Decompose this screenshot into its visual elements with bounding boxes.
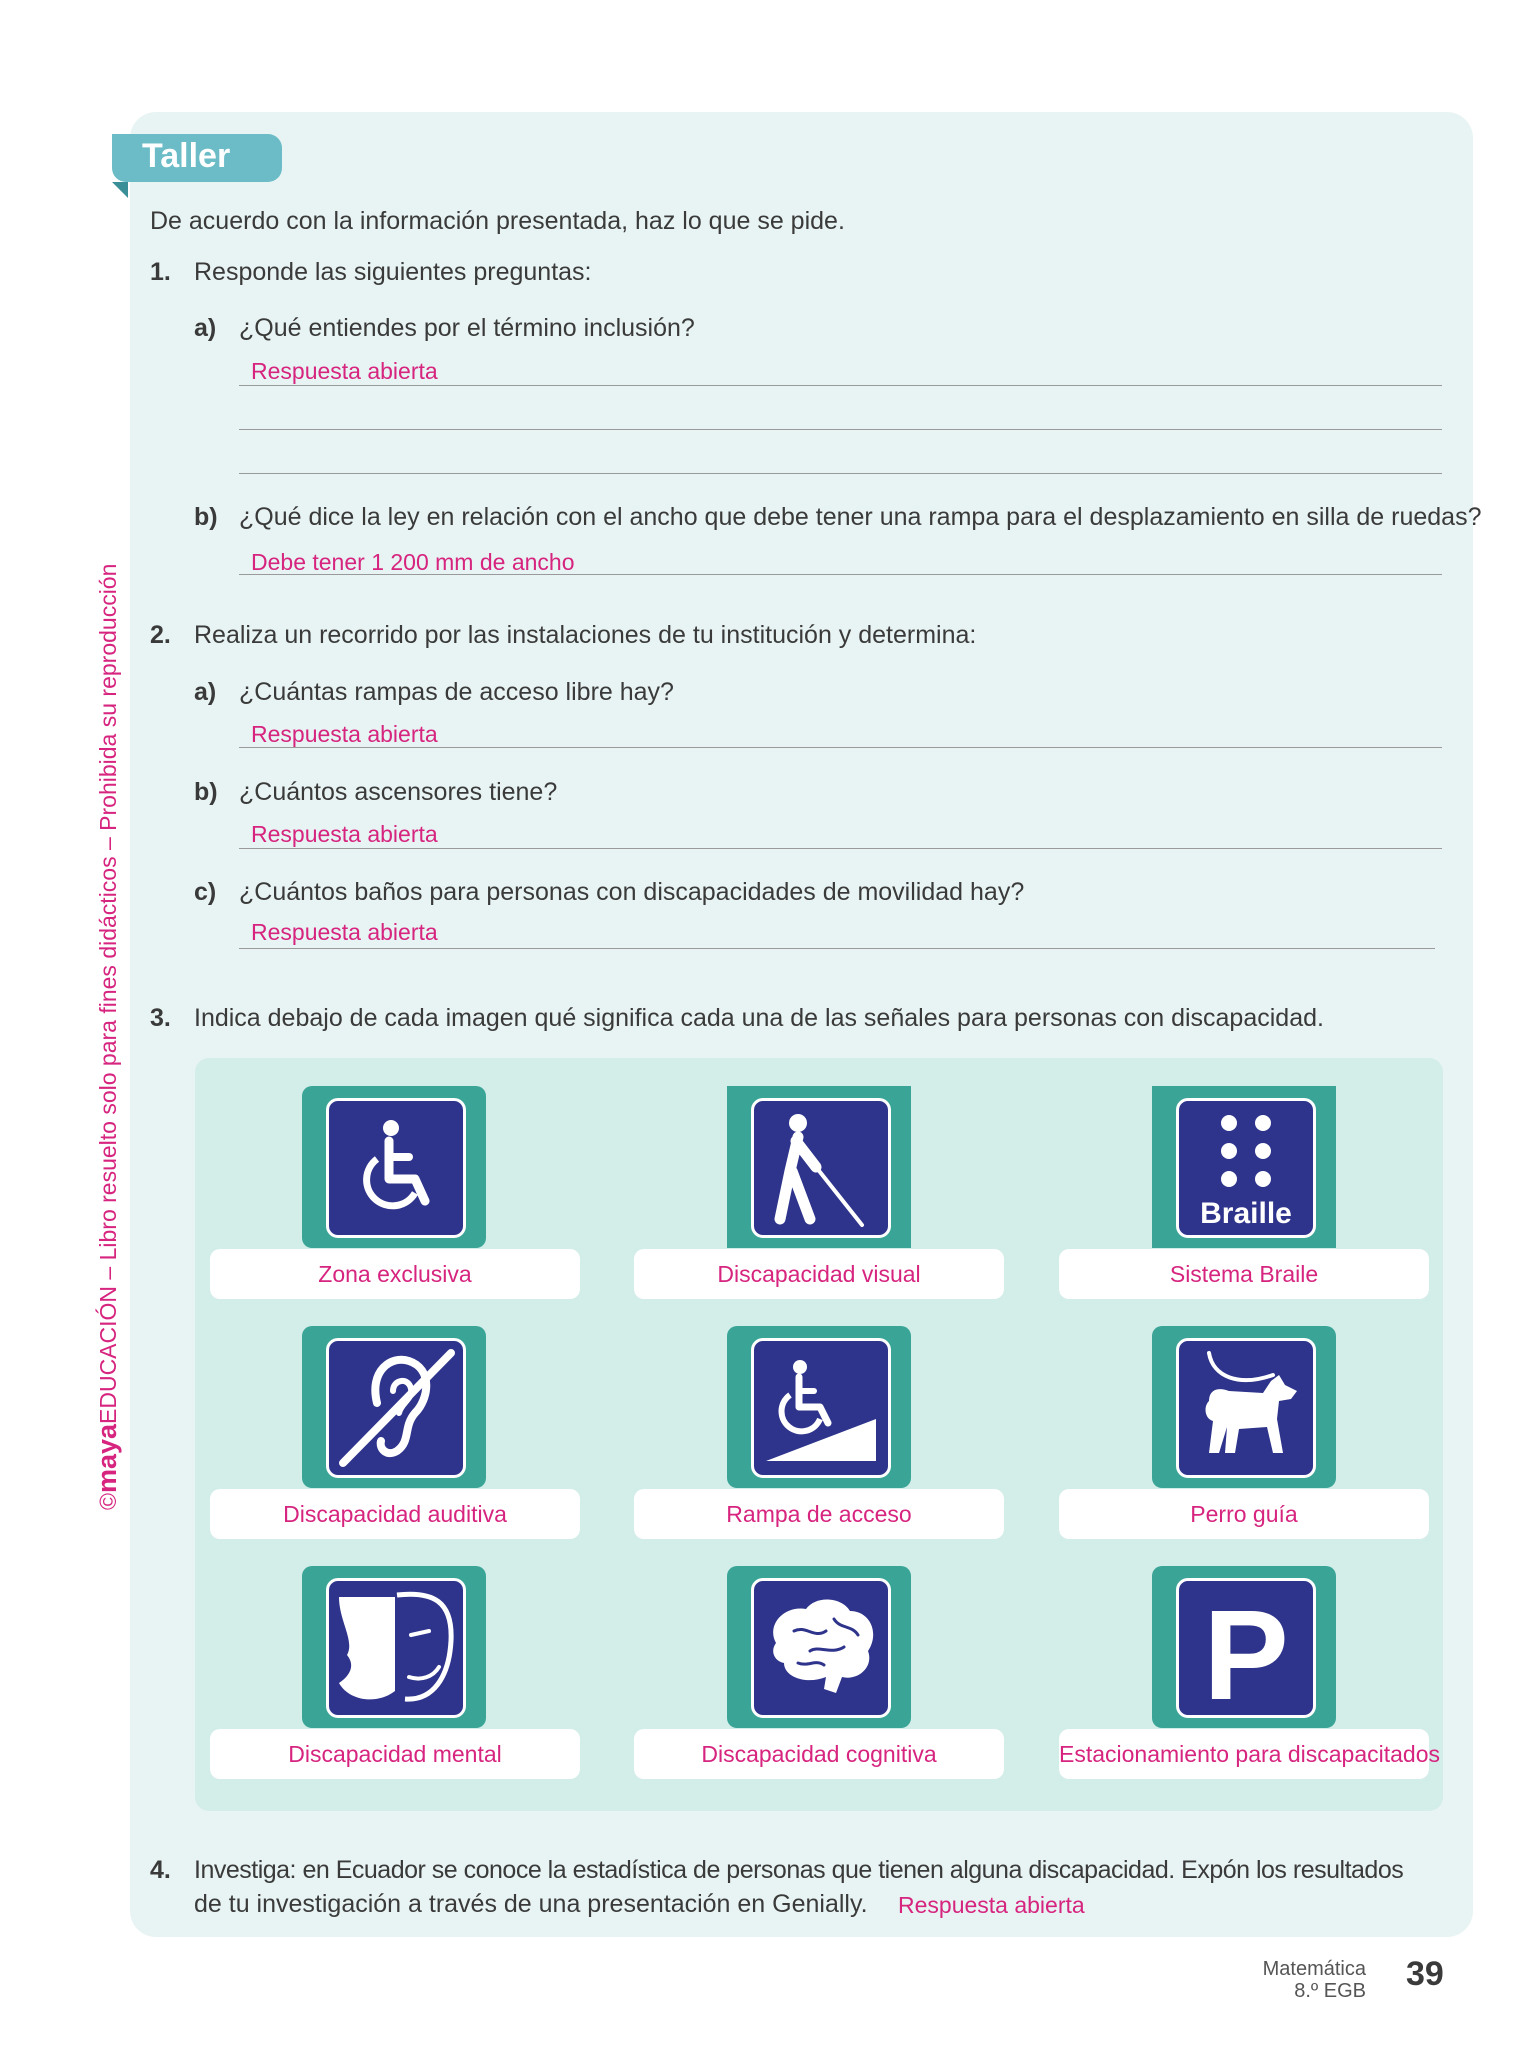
answer-line [239,948,1435,949]
footer-subject [1263,1958,1366,2002]
wheelchair-icon [326,1098,466,1238]
section-tag-label: Taller [142,137,231,175]
footer-grade: 8.º EGB [1294,1980,1366,2002]
q2a-text: ¿Cuántas rampas de acceso libre hay? [239,678,674,706]
sign-tile [302,1086,486,1248]
wheelchair-ramp-icon [751,1338,891,1478]
q1b-letter: b) [194,503,218,531]
braille-icon [1176,1098,1316,1238]
answer-line [239,747,1442,748]
q2c-answer: Respuesta abierta [251,919,438,945]
q1b-text: ¿Qué dice la ley en relación con el ancho que debe tener una rampa para el desplazamiento en silla de ruedas? [239,503,1482,531]
q2c-text: ¿Cuántos baños para personas con discapacidades de movilidad hay? [239,878,1025,906]
answer-line [239,385,1442,386]
sign-label: Estacionamiento para discapacitados [1059,1729,1429,1779]
side-copyright-notice [92,564,123,1510]
brain-icon [751,1578,891,1718]
sign-label: Sistema Braile [1059,1249,1429,1299]
sign-tile [1152,1566,1336,1728]
answer-line [239,429,1442,430]
q3-text: Indica debajo de cada imagen qué significa cada una de las señales para personas con discapacidad. [194,1004,1324,1032]
sign-label: Perro guía [1059,1489,1429,1539]
q1b-answer: Debe tener 1 200 mm de ancho [251,549,575,575]
q2b-letter: b) [194,778,218,806]
sign-tile [727,1566,911,1728]
answer-line [239,473,1442,474]
q1-text: Responde las siguientes preguntas: [194,258,592,286]
blind-person-cane-icon [751,1098,891,1238]
mental-disability-mask-icon [326,1578,466,1718]
q2-number: 2. [150,621,171,649]
answer-line [239,574,1442,575]
section-tag-fold [112,182,128,198]
sign-label: Discapacidad visual [634,1249,1004,1299]
sign-label: Discapacidad mental [210,1729,580,1779]
answer-line [239,848,1442,849]
q1a-letter: a) [194,314,217,342]
q1-number: 1. [150,258,171,286]
q2c-letter: c) [194,878,217,906]
copyright-symbol: © [95,1493,121,1510]
parking-letter: P [1203,1584,1289,1715]
q2a-answer: Respuesta abierta [251,721,438,747]
sign-label: Zona exclusiva [210,1249,580,1299]
q1a-text: ¿Qué entiendes por el término inclusión? [239,314,695,342]
sign-label: Discapacidad auditiva [210,1489,580,1539]
hearing-impaired-icon [326,1338,466,1478]
braille-icon-text: Braille [1200,1197,1292,1230]
sign-tile [302,1326,486,1488]
sign-label: Discapacidad cognitiva [634,1729,1004,1779]
q2b-answer: Respuesta abierta [251,821,438,847]
q4-text-line1: Investiga: en Ecuador se conoce la estadística de personas que tienen alguna discapacidad. Expón los resultados [194,1856,1404,1884]
guide-dog-icon [1176,1338,1316,1478]
q2-text: Realiza un recorrido por las instalaciones de tu institución y determina: [194,621,977,649]
sign-tile [727,1086,911,1248]
q3-number: 3. [150,1004,171,1032]
parking-icon [1176,1578,1316,1718]
q2b-text: ¿Cuántos ascensores tiene? [239,778,558,806]
intro-text: De acuerdo con la información presentada, haz lo que se pide. [150,207,845,235]
sign-tile [1152,1086,1336,1248]
q4-answer: Respuesta abierta [898,1892,1085,1918]
footer-subject-name: Matemática [1262,1958,1366,1980]
q4-text-line2: de tu investigación a través de una presentación en Genially. [194,1890,868,1918]
sign-tile [727,1326,911,1488]
q1a-answer: Respuesta abierta [251,358,438,384]
sign-tile [1152,1326,1336,1488]
sign-label: Rampa de acceso [634,1489,1004,1539]
q2a-letter: a) [194,678,217,706]
page-number: 39 [1406,1955,1444,1993]
maya-logo: maya [92,1423,122,1494]
side-credit-text: EDUCACIÓN – Libro resuelto solo para fines didácticos – Prohibida su reproducción [95,563,121,1424]
q4-number: 4. [150,1856,171,1884]
sign-tile [302,1566,486,1728]
